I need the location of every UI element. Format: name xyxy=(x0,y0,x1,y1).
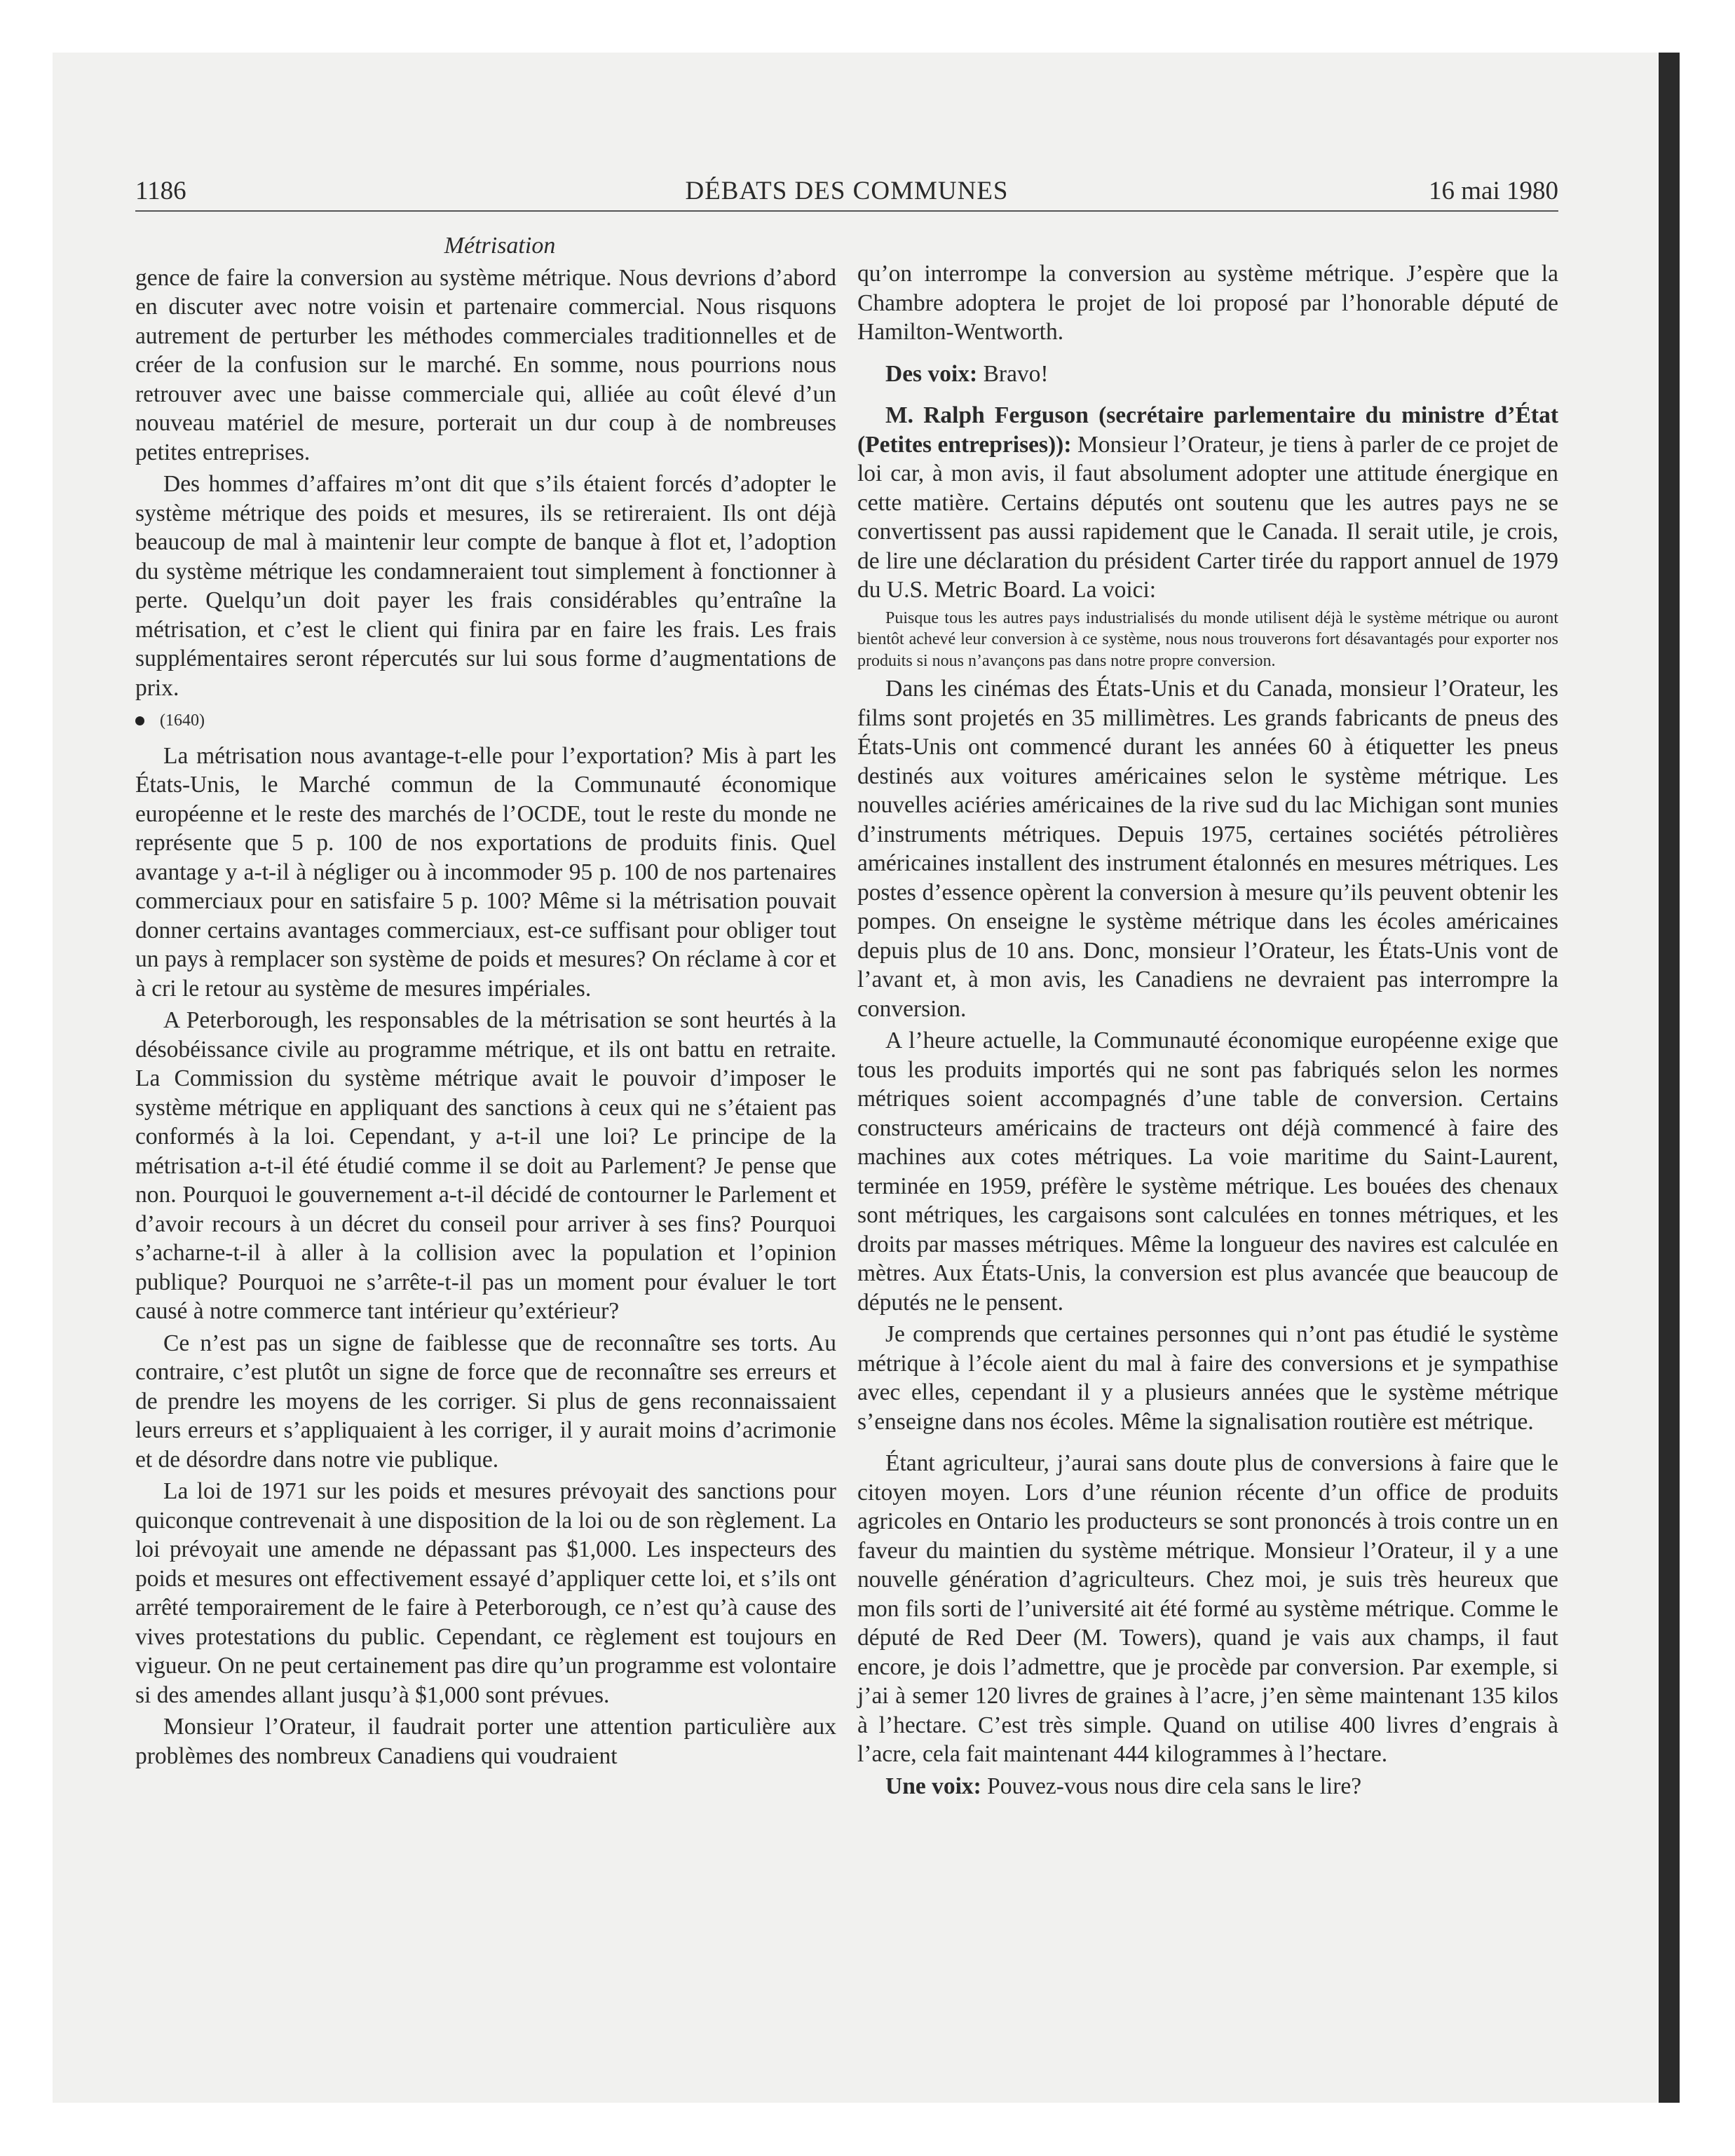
speaker-name: Des voix: xyxy=(885,360,978,387)
paragraph: Dans les cinémas des États-Unis et du Canada, monsieur l’Orateur, les films sont projetés en 35 millimètres. Les grands fabricants de pneus des États-Unis ont commencé durant les années 60 à étiquetter les pneus destinés aux voitures américaines selon le système métrique. Les nouvelles aciéries américaines de la rive sud du lac Michigan sont munies d’instruments métriques. Depuis 1975, certaines sociétés pétrolières américaines installent des instrument étalonnés en mesures métriques. Les postes d’essence opèrent la conversion à mesure qu’ils peuvent obtenir les pompes. On enseigne le système métrique dans les écoles américaines depuis plus de 10 ans. Donc, monsieur l’Orateur, les États-Unis vont de l’avant et, à mon avis, les Canadiens ne devraient pas interrompre la conversion. xyxy=(857,676,1558,1022)
paragraph: A Peterborough, les responsables de la métrisation se sont heurtés à la désobéissance civile au programme métrique, et ils ont battu en retraite. La Commission du système métrique avait le pouvoir d’imposer le système métrique en appliquant des sanctions à ceux qui ne s’étaient pas conformés à la loi. Cependant, y a-t-il une loi? Le principe de la métrisation a-t-il été étudié comme il se doit au Parlement? Je pense que non. Pourquoi le gouvernement a-t-il décidé de contourner le Parlement et d’avoir recours à un décret du conseil pour arriver à ses fins? Pourquoi s’acharne-t-il à aller à la collision avec la population et l’opinion publique? Pourquoi ne s’arrête-t-il pas un moment pour évaluer le tort causé à notre commerce tant intérieur qu’extérieur? xyxy=(135,1007,836,1324)
paragraph: Ce n’est pas un signe de faiblesse que de reconnaître ses torts. Au contraire, c’est plutôt un signe de force que de reconnaître ses erreurs et de prendre les moyens de les corriger. Si plus de gens reconnaissaient leurs erreurs et s’appliquaient à les corriger, il y aurait moins d’acrimonie et de désordre dans notre vie publique. xyxy=(135,1330,836,1473)
paragraph: qu’on interrompe la conversion au système métrique. J’espère que la Chambre adoptera le projet de loi proposé par l’honorable député de Hamilton-Wentworth. xyxy=(857,261,1558,345)
paragraph: Monsieur l’Orateur, il faudrait porter une attention particulière aux problèmes des nombreux Canadiens qui voudraient xyxy=(135,1714,836,1769)
right-column xyxy=(857,259,1558,1803)
speaker-name: M. Ralph Ferguson (secrétaire parlementaire du ministre d’État (Petites entreprises)): xyxy=(857,402,1558,458)
paragraph: A l’heure actuelle, la Communauté économique européenne exige que tous les produits importés qui ne sont pas fabriqués selon les normes métriques soient accompagnés d’une table de conversion. Certains constructeurs américains de tracteurs ont déjà commencé à faire des machines aux cotes métriques. La voie maritime du Saint-Laurent, terminée en 1959, préfère le système métrique. Les bouées des chenaux sont métriques, les cargaisons sont calculées en tonnes métriques, et les droits par masses métriques. Même la longueur des navires est calculée en mètres. Aux États-Unis, la conversion est plus avancée que beaucoup de députés ne le pensent. xyxy=(857,1028,1558,1316)
issue-date: 16 mai 1980 xyxy=(1429,177,1558,205)
block-quote: Puisque tous les autres pays industrialisés du monde utilisent déjà le système métrique ou auront bientôt achevé leur conversion à ce système, nous nous trouverons fort désavantagés pour exporter nos produits si nous n’avançons pas dans notre propre conversion. xyxy=(857,608,1558,670)
time-marker-label: (1640) xyxy=(160,711,205,730)
speech xyxy=(857,1772,1558,1801)
speaker-name: Une voix: xyxy=(885,1773,981,1799)
paragraph: Je comprends que certaines personnes qui n’ont pas étudié le système métrique à l’école aient du mal à faire des conversions et je sympathise avec elles, cependant il y a plusieurs années que le système métrique s’enseigne dans nos écoles. Même la signalisation routière est métrique. xyxy=(857,1321,1558,1435)
paragraph: gence de faire la conversion au système métrique. Nous devrions d’abord en discuter avec notre voisin et partenaire commercial. Nous risquons autrement de perturber les méthodes commerciales traditionnelles et de créer de la confusion sur le marché. En somme, nous pourrions nous retrouver avec une baisse commerciale qui, alliée au coût élevé d’un nouveau matériel de mesure, porterait un dur coup à de nombreuses petites entreprises. xyxy=(135,264,836,465)
paragraph: Des hommes d’affaires m’ont dit que s’ils étaient forcés d’adopter le système métrique des poids et mesures, ils se retireraient. Ils ont déjà beaucoup de mal à maintenir leur compte de banque à flot et, l’adoption du système métrique les condamneraient tout simplement à fonctionner à perte. Quelqu’un doit payer les frais considérables qu’entraîne la métrisation, et c’est le client qui finira par en faire les frais. Les frais supplémentaires seront répercutés sur lui sous forme d’augmentations de prix. xyxy=(135,471,836,701)
scan-edge-shadow xyxy=(1659,53,1680,2103)
speech xyxy=(857,401,1558,605)
speech xyxy=(857,360,1558,389)
left-column xyxy=(135,231,836,1773)
page-header xyxy=(135,168,1558,212)
speech-text: Bravo! xyxy=(983,360,1049,387)
bullet-icon xyxy=(135,716,144,725)
paragraph: Étant agriculteur, j’aurai sans doute plus de conversions à faire que le citoyen moyen. Lors d’une réunion récente d’un office de produits agricoles en Ontario les producteurs se sont prononcés à trois contre un en faveur du maintien du système métrique. Monsieur l’Orateur, il y a une nouvelle génération d’agriculteurs. Chez moi, je suis très heureux que mon fils sorti de l’université ait été formé au système métrique. Comme le député de Red Deer (M. Towers), quand je vais aux champs, il faut encore, je dois l’admettre, que je procède par conversion. Par exemple, si j’ai à semer 120 livres de graines à l’acre, j’en sème maintenant 135 kilos à l’hectare. C’est très simple. Quand on utilise 400 livres d’engrais à l’acre, cela fait maintenant 444 kilogrammes à l’hectare. xyxy=(857,1450,1558,1767)
time-marker xyxy=(135,707,836,736)
speech-text: Monsieur l’Orateur, je tiens à parler de ce projet de loi car, à mon avis, il faut absolument adopter une attitude énergique en cette matière. Certains députés ont soutenu que les autres pays ne se convertissent pas aussi rapidement que le Canada. Il serait utile, je crois, de lire une déclaration du président Carter tirée du rapport annuel de 1979 du U.S. Metric Board. La voici: xyxy=(857,431,1558,603)
section-title: Métrisation xyxy=(444,233,556,259)
publication-title: DÉBATS DES COMMUNES xyxy=(685,177,1009,205)
paragraph: La métrisation nous avantage-t-elle pour l’exportation? Mis à part les États-Unis, le Marché commun de la Communauté économique européenne et le reste des marchés de l’OCDE, tout le reste du monde ne représente que 5 p. 100 de nos exportations de produits finis. Quel avantage y a-t-il à négliger ou à incommoder 95 p. 100 de nos partenaires commerciaux pour en satisfaire 5 p. 100? Même si la métrisation pouvait donner certains avantages commerciaux, est-ce suffisant pour obliger tout un pays à remplacer son système de poids et mesures? On réclame à cor et à cri le retour au système de mesures impériales. xyxy=(135,742,836,1002)
paragraph: La loi de 1971 sur les poids et mesures prévoyait des sanctions pour quiconque contrevenait à une disposition de la loi ou de son règlement. La loi prévoyait une amende ne dépassant pas $1,000. Les inspecteurs des poids et mesures ont effectivement essayé d’appliquer cette loi, et s’ils ont arrêté temporairement de le faire à Peterborough, ce n’est qu’à cause des vives protestations du public. Cependant, ce règlement est toujours en vigueur. On ne peut certainement pas dire qu’un programme est volontaire si des amendes allant jusqu’à $1,000 sont prévues. xyxy=(135,1478,836,1708)
page-number: 1186 xyxy=(135,177,186,205)
speech-text: Pouvez-vous nous dire cela sans le lire? xyxy=(987,1773,1362,1799)
